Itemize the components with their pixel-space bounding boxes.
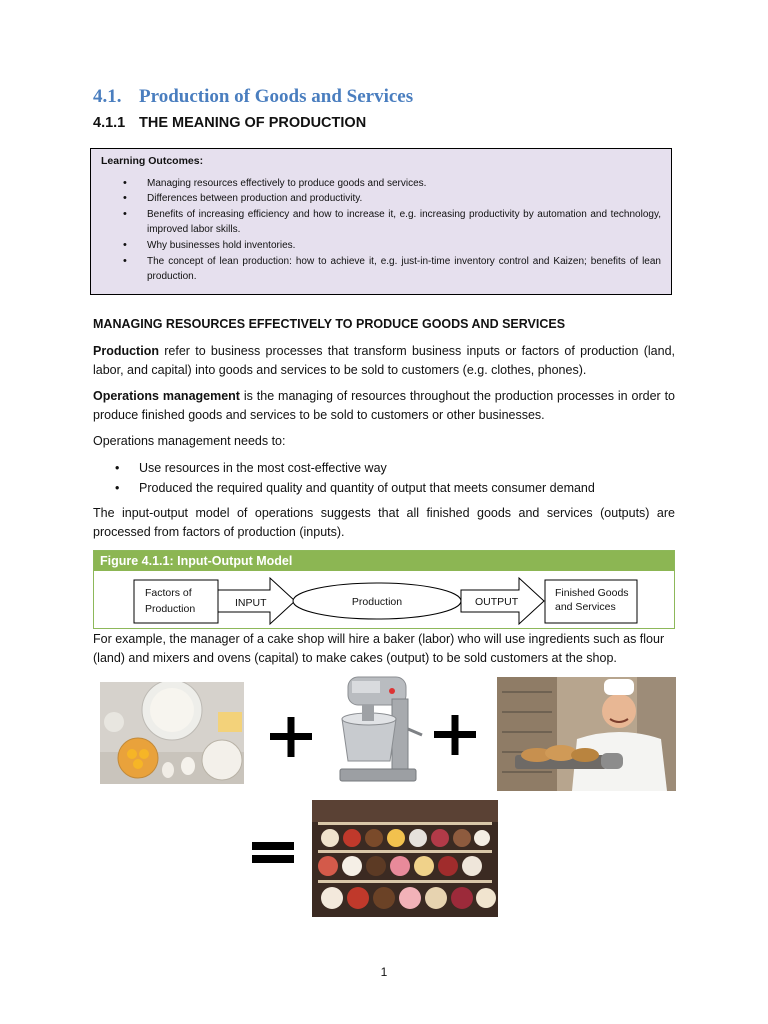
subsection-number: 4.1.1 [93, 115, 126, 131]
input-box-line2: Production [145, 603, 196, 615]
section-heading [93, 86, 413, 108]
output-arrow-label: OUTPUT [475, 596, 519, 608]
cakes-display-photo [312, 800, 498, 917]
learning-outcomes-title: Learning Outcomes: [101, 155, 204, 167]
list-item: • Use resources in the most cost-effective way [93, 458, 675, 478]
list-item: • Benefits of increasing efficiency and how to increase it, e.g. increasing productivity by automation and technology, improved labor skills. [101, 207, 661, 238]
output-box-line2: and Services [555, 601, 616, 613]
plus-icon [434, 715, 478, 760]
ingredients-photo [100, 682, 244, 784]
figure-title: Figure 4.1.1: Input-Output Model [94, 551, 674, 571]
mixer-photo [312, 669, 436, 787]
page-number: 1 [380, 965, 388, 979]
ops-needs-list [93, 458, 675, 498]
input-box-line1: Factors of [145, 587, 192, 599]
list-item: • The concept of lean production: how to achieve it, e.g. just-in-time inventory control and Kaizen; benefits of lean production. [101, 254, 661, 285]
list-item: • Differences between production and productivity. [101, 191, 661, 207]
operations-term: Operations management [93, 389, 240, 403]
production-definition: refer to business processes that transform business inputs or factors of production (land, labor, and capital) into goods and services to be sold to customers (e.g. clothes, phones). [93, 344, 675, 377]
list-item: • Why businesses hold inventories. [101, 238, 661, 254]
operations-definition: is the managing of resources throughout the production processes in order to produce finished goods and services to be sold to customers or other businesses. [93, 389, 675, 422]
section-title: Production of Goods and Services [139, 86, 414, 107]
managing-resources-heading: MANAGING RESOURCES EFFECTIVELY TO PRODUCE GOODS AND SERVICES [93, 317, 566, 331]
operations-paragraph [93, 387, 675, 425]
example-paragraph: For example, the manager of a cake shop will hire a baker (labor) who will use ingredients such as flour (land) and mixers and ovens (capital) to make cakes (output) to be sold customers at the shop. [93, 632, 665, 665]
baker-photo [497, 677, 676, 791]
section-number: 4.1. [93, 86, 122, 107]
input-output-diagram [94, 571, 674, 628]
production-term: Production [93, 344, 159, 358]
learning-outcomes-list [101, 176, 661, 285]
list-item: • Managing resources effectively to produce goods and services. [101, 176, 661, 192]
plus-icon [270, 717, 314, 762]
subsection-title: THE MEANING OF PRODUCTION [139, 115, 367, 131]
equals-icon [252, 840, 296, 871]
output-box-line1: Finished Goods [555, 587, 629, 599]
list-item: • Produced the required quality and quantity of output that meets consumer demand [93, 478, 675, 498]
production-paragraph [93, 342, 675, 380]
learning-outcomes-box [90, 148, 672, 295]
input-output-figure [93, 550, 675, 629]
ops-needs-intro: Operations management needs to: [93, 434, 286, 448]
subsection-heading [93, 115, 366, 131]
model-paragraph: The input-output model of operations suggests that all finished goods and services (outputs) are processed from factors of production (inputs). [93, 506, 675, 539]
production-label: Production [351, 596, 403, 608]
input-arrow-label: INPUT [235, 597, 267, 609]
